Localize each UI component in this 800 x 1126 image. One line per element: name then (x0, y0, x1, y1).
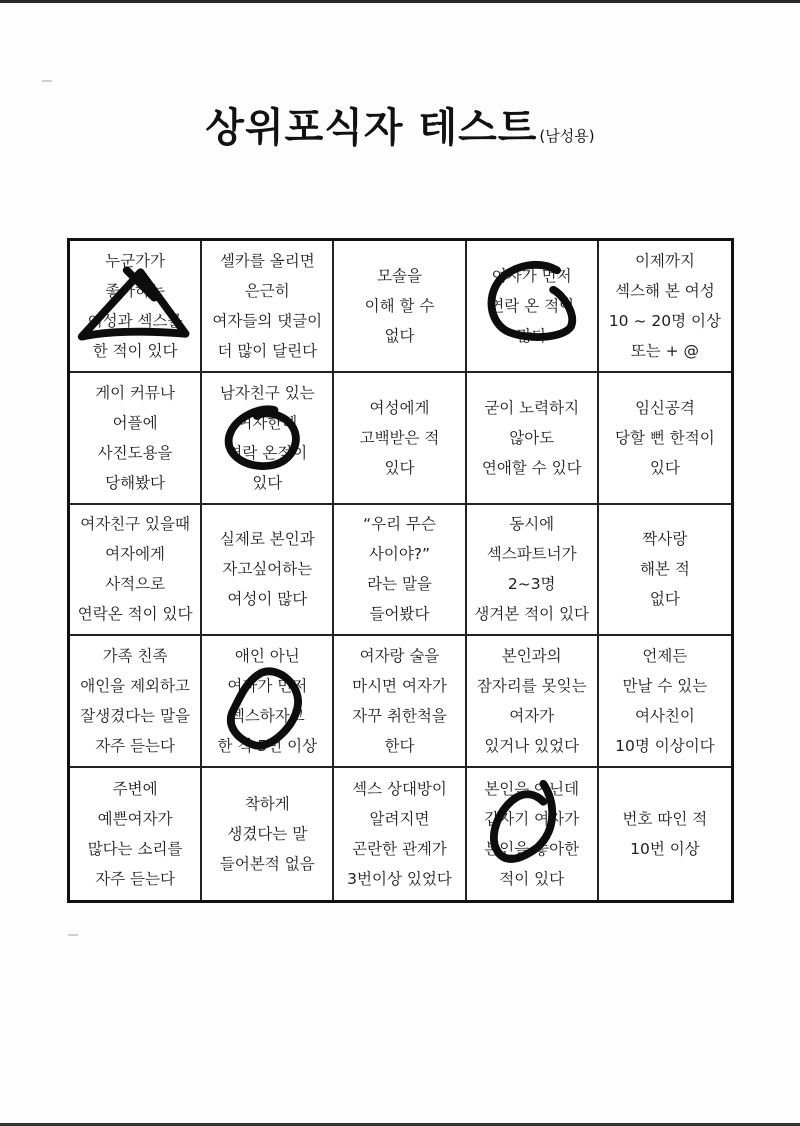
cell-text-line: 예쁜여자가 (97, 810, 173, 829)
cell-text-line: 생겨본 적이 있다 (474, 605, 590, 624)
cell-text-line: 가족 친족 (102, 647, 168, 666)
cell-text-line: 사적으로 (105, 575, 166, 594)
bingo-cell (202, 636, 334, 768)
page-title: 상위포식자 테스트 (205, 105, 538, 151)
cell-text-line: 짝사랑 (642, 530, 688, 549)
cell-text-line: 한 적 5번 이상 (217, 737, 318, 756)
cell-text-line: 들어본적 없음 (219, 855, 315, 874)
cell-text-line: 남자친구 있는 (219, 383, 315, 402)
bingo-grid (67, 238, 734, 903)
cell-text-line: 섹스하자고 (229, 707, 305, 726)
cell-text-line: 이제까지 (634, 251, 695, 270)
cell-text-line: 한 적이 있다 (92, 341, 178, 360)
cell-text-line: 연락 온적이 (227, 443, 308, 462)
cell-text-line: 만날 수 있는 (622, 677, 708, 696)
cell-text-line: 알려지면 (369, 810, 430, 829)
bingo-cell (467, 768, 599, 900)
bingo-cell (334, 768, 466, 900)
cell-text-line: 섹스파트너가 (486, 545, 577, 564)
bingo-cell (202, 505, 334, 637)
cell-text-line: 있다 (384, 458, 415, 477)
cell-text-line: 고백받은 적 (359, 428, 440, 447)
cell-text-line: 잠자리를 못잊는 (476, 677, 587, 696)
cell-text-line: 않아도 (509, 428, 555, 447)
bingo-cell (334, 505, 466, 637)
cell-text-line: 본인과의 (501, 647, 562, 666)
cell-text-line: 여자가 (509, 707, 555, 726)
cell-text-line: 굳이 노력하지 (484, 398, 580, 417)
cell-text-line: 곤란한 관계가 (352, 840, 447, 859)
bingo-cell (202, 768, 334, 900)
cell-text-line: 누군가가 (105, 251, 166, 270)
scan-speck (42, 80, 52, 82)
bingo-cell (599, 373, 731, 505)
bingo-cell (202, 241, 334, 373)
cell-text-line: 이해 할 수 (364, 296, 435, 315)
cell-text-line: 어플에 (112, 413, 158, 432)
bingo-cell (334, 373, 466, 505)
cell-text-line: 동시에 (509, 515, 555, 534)
cell-text-line: 한다 (384, 737, 415, 756)
cell-text-line: 들어봤다 (369, 605, 430, 624)
cell-text-line: 여사친이 (634, 707, 695, 726)
cell-text-line: 번호 따인 적 (622, 810, 708, 829)
cell-text-line: 여자에게 (105, 545, 166, 564)
cell-text-line: 여자가 먼저 (227, 677, 308, 696)
bingo-cell (334, 636, 466, 768)
cell-text-line: 라는 말을 (367, 575, 432, 594)
cell-text-line: 10명 이상이다 (615, 737, 715, 756)
cell-text-line: 본인은 아닌데 (484, 780, 580, 799)
cell-text-line: 여성과 섹스를 (87, 311, 183, 330)
page-subtitle: (남성용) (539, 127, 595, 145)
cell-text-line: 생겼다는 말 (227, 825, 308, 844)
cell-text-line: 자주 듣는다 (95, 737, 175, 756)
scan-speck (68, 934, 78, 936)
bingo-cell (202, 373, 334, 505)
cell-text-line: 은근히 (244, 281, 290, 300)
cell-text-line: 여자랑 술을 (359, 647, 440, 666)
cell-text-line: 적이 있다 (499, 870, 565, 889)
cell-text-line: 없다 (384, 326, 415, 345)
cell-text-line: 있다 (649, 458, 680, 477)
cell-text-line: 모솔을 (377, 266, 422, 285)
bingo-cell (599, 636, 731, 768)
cell-text-line: 게이 커뮤나 (95, 383, 175, 402)
cell-text-line: 자꾸 취한척을 (352, 707, 447, 726)
cell-text-line: 실제로 본인과 (219, 530, 315, 549)
cell-text-line: 많다 (516, 326, 547, 345)
cell-text-line: 있다 (252, 473, 283, 492)
bingo-cell (334, 241, 466, 373)
cell-text-line: 여자가 먼저 (491, 266, 572, 285)
bingo-cell (70, 241, 202, 373)
cell-text-line: 해본 적 (639, 560, 690, 579)
cell-text-line: 여자들의 댓글이 (212, 311, 323, 330)
cell-text-line: 섹스해 본 여성 (615, 281, 715, 300)
cell-text-line: 마시면 여자가 (352, 677, 447, 696)
bingo-cell (467, 373, 599, 505)
bingo-cell (599, 768, 731, 900)
cell-text-line: 연락온 적이 있다 (77, 605, 193, 624)
bingo-cell (70, 768, 202, 900)
cell-text-line: 10번 이상 (630, 840, 700, 859)
cell-text-line: 여성에게 (369, 398, 430, 417)
cell-text-line: 갑자기 여자가 (484, 810, 580, 829)
bingo-cell (70, 505, 202, 637)
cell-text-line: 셀카를 올리면 (219, 251, 315, 270)
cell-text-line: 언제든 (642, 647, 688, 666)
cell-text-line: 애인 아닌 (234, 647, 300, 666)
cell-text-line: 당해봤다 (105, 473, 166, 492)
top-edge-bar (0, 0, 800, 3)
cell-text-line: 여자한테 (237, 413, 298, 432)
cell-text-line: 자고싶어하는 (222, 560, 313, 579)
cell-text-line: 사진도용을 (97, 443, 173, 462)
bingo-cell (70, 636, 202, 768)
bingo-cell (467, 505, 599, 637)
cell-text-line: 더 많이 달린다 (217, 341, 318, 360)
bingo-cell (70, 373, 202, 505)
cell-text-line: 사이야?” (368, 545, 431, 564)
bingo-cell (467, 241, 599, 373)
cell-text-line: 여성이 많다 (227, 590, 308, 609)
bingo-cell (599, 241, 731, 373)
cell-text-line: 좋아하는 (105, 281, 166, 300)
bingo-cell (467, 636, 599, 768)
cell-text-line: 착하게 (244, 795, 290, 814)
cell-text-line: 연애할 수 있다 (481, 458, 582, 477)
cell-text-line: 2~3명 (507, 575, 556, 594)
cell-text-line: 많다는 소리를 (87, 840, 183, 859)
cell-text-line: 10 ~ 20명 이상 (608, 311, 721, 330)
cell-text-line: 임신공격 (634, 398, 695, 417)
cell-text-line: 애인을 제외하고 (80, 677, 190, 696)
cell-text-line: 또는 + @ (630, 341, 700, 360)
cell-text-line: “우리 무슨 (363, 515, 436, 534)
page-header (0, 96, 800, 153)
cell-text-line: 잘생겼다는 말을 (80, 707, 190, 726)
cell-text-line: 주변에 (112, 780, 158, 799)
bingo-cell (599, 505, 731, 637)
cell-text-line: 여자친구 있을때 (80, 515, 190, 534)
cell-text-line: 섹스 상대방이 (352, 780, 447, 799)
cell-text-line: 있거나 있었다 (484, 737, 580, 756)
cell-text-line: 연락 온 적이 (489, 296, 575, 315)
cell-text-line: 없다 (649, 590, 680, 609)
cell-text-line: 당할 뻔 한적이 (615, 428, 715, 447)
cell-text-line: 자주 듣는다 (95, 870, 175, 889)
cell-text-line: 본인을 좋아한 (484, 840, 580, 859)
cell-text-line: 3번이상 있었다 (347, 870, 452, 889)
